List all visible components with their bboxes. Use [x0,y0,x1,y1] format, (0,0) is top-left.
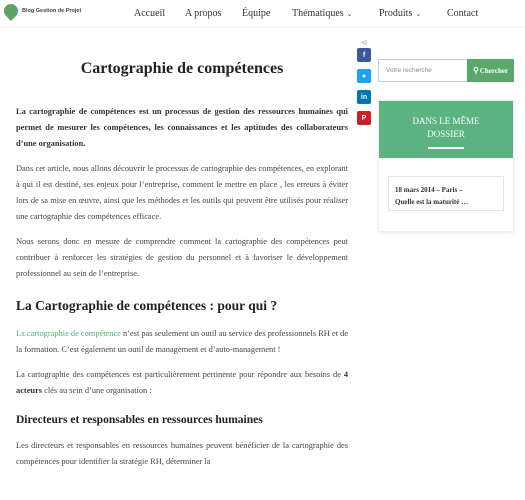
related-post-title: Quelle est la maturité … [395,198,469,206]
nav-label: Contact [447,8,479,19]
article-paragraph: Nous serons donc en mesure de comprendre comment la cartographie des compétences peut contribuer à renforcer les stratégies de gestion du personnel et à favoriser le développement professionnel au sein de l’entreprise. [16,237,348,278]
brand-name: Blog Gestion de Projet [22,8,82,14]
nav-item-accueil[interactable] [134,8,165,19]
article-paragraph: Les directeurs et responsables en ressources humaines peuvent bénéficier de la cartographie des compétences pour identifier la stratégie RH, déterminer la [16,441,348,466]
section-heading: La Cartographie de compétences : pour qui ? [16,298,278,313]
widget-header [379,101,513,158]
page-title: Cartographie de compétences [80,60,284,77]
widget-title-line: DANS LE MÊME [412,116,480,126]
search-button[interactable] [467,59,514,82]
search-form [378,59,514,82]
chevron-down-icon: ⌄ [346,10,353,18]
search-icon: ⚲ [472,66,479,75]
linkedin-icon[interactable]: in [357,90,371,104]
widget-title-line: DOSSIER [427,129,465,139]
article-lead: La cartographie de compétences est un processus de gestion des ressources humaines qui permet de mesurer les compétences, les connaissances et les aptitudes des collaborateurs d’une organisation. [16,107,348,148]
search-button-label: Chercher [479,66,509,75]
article-paragraph [16,326,348,358]
nav-item-thematiques[interactable] [292,8,353,19]
nav-item-a-propos[interactable] [185,8,221,19]
nav-item-produits[interactable] [379,8,421,19]
competence-link[interactable]: La cartographie de compétence [16,329,121,338]
nav-item-contact[interactable] [447,8,478,19]
related-post-link[interactable] [388,176,504,211]
pinterest-icon[interactable]: P [357,111,371,125]
paragraph-text: n’est pas seulement un outil au service des professionnels RH et de la formation. C’est également un outil de management et d’auto-management ! [16,329,348,354]
nav-label: Accueil [134,8,166,19]
facebook-icon[interactable]: f [357,48,371,62]
paragraph-text: La cartographie des compétences est particulièrement pertinente pour répondre aux besoins de [16,370,344,379]
nav-label: Thématiques [292,8,344,19]
nav-item-equipe[interactable] [242,8,270,19]
share-icon: ⊲ [360,38,368,47]
divider [428,147,464,149]
paragraph-text: clés au sein d’une organisation : [42,386,152,395]
main-nav [0,8,525,22]
nav-label: Équipe [242,8,271,19]
site-header [0,0,525,28]
chevron-down-icon: ⌄ [415,10,422,18]
nav-label: A propos [185,8,222,19]
article-paragraph: Dans cet article, nous allons découvrir le processus de cartographie des compétences, en explorant à qui il est destiné, ses enjeux pour l’entreprise, comment le mettre en place , les erreurs à éviter lors de sa mise en œuvre, ainsi que les méthodes et les outils qui peuvent être utilisés pour réaliser une cartographie des compétences efficace. [16,164,348,221]
twitter-icon[interactable]: ● [357,69,371,83]
subsection-heading: Directeurs et responsables en ressources humaines [16,414,263,426]
nav-label: Produits [379,8,413,19]
related-widget [378,100,514,232]
share-bar [357,38,371,132]
bold-text: 4 acteurs [16,370,348,395]
article-paragraph [16,367,348,399]
article [16,60,348,479]
related-post-title: 18 mars 2014 – Paris – [395,186,463,194]
search-input[interactable] [378,59,467,82]
